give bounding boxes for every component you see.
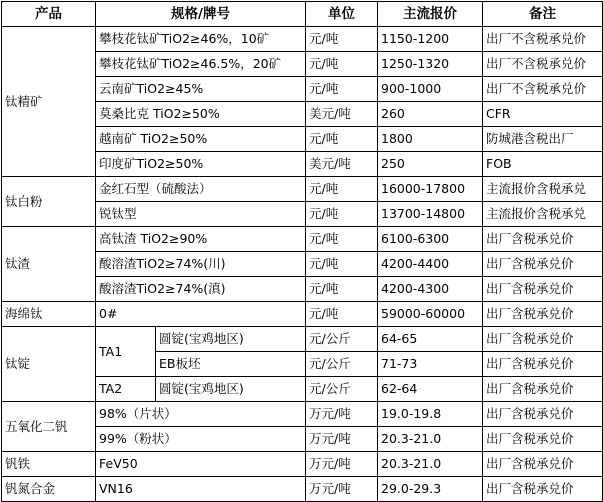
note-cell: CFR (483, 102, 603, 127)
unit-cell: 元/吨 (306, 302, 378, 327)
unit-cell: 元/公斤 (306, 352, 378, 377)
price-cell: 19.0-19.8 (378, 402, 483, 427)
spec-cell: 酸溶渣TiO2≥74%(滇) (96, 277, 306, 302)
table-row (2, 302, 603, 327)
product-group-cell: 钛锭 (2, 327, 96, 402)
spec-cell: EB板坯 (156, 352, 306, 377)
grade-cell: TA1 (96, 327, 156, 377)
note-cell: FOB (483, 152, 603, 177)
note-cell: 出厂含税承兑价 (483, 302, 603, 327)
spec-cell: 高钛渣 TiO2≥90% (96, 227, 306, 252)
price-table (1, 1, 603, 502)
spec-cell: 99%（粉状） (96, 427, 306, 452)
unit-cell: 元/吨 (306, 252, 378, 277)
note-cell: 防城港含税出厂 (483, 127, 603, 152)
unit-cell: 元/吨 (306, 277, 378, 302)
spec-cell: 攀枝花钛矿TiO2≥46%，10矿 (96, 27, 306, 52)
column-header-product: 产品 (2, 2, 96, 27)
grade-cell: TA2 (96, 377, 156, 402)
note-cell: 出厂含税承兑价 (483, 427, 603, 452)
table-row (2, 227, 603, 252)
price-cell: 20.3-21.0 (378, 427, 483, 452)
note-cell: 出厂含税承兑价 (483, 352, 603, 377)
table-row (2, 477, 603, 502)
table-row (2, 177, 603, 202)
unit-cell: 元/公斤 (306, 377, 378, 402)
note-cell: 出厂不含税承兑价 (483, 52, 603, 77)
unit-cell: 元/吨 (306, 227, 378, 252)
note-cell: 出厂含税承兑价 (483, 277, 603, 302)
price-cell: 71-73 (378, 352, 483, 377)
unit-cell: 万元/吨 (306, 427, 378, 452)
product-group-cell: 钒氮合金 (2, 477, 96, 502)
note-cell: 出厂不含税承兑价 (483, 77, 603, 102)
table-row (2, 327, 603, 352)
price-cell: 64-65 (378, 327, 483, 352)
note-cell: 出厂含税承兑价 (483, 227, 603, 252)
product-group-cell: 钒铁 (2, 452, 96, 477)
note-cell: 出厂含税承兑价 (483, 452, 603, 477)
unit-cell: 元/吨 (306, 52, 378, 77)
unit-cell: 元/吨 (306, 27, 378, 52)
note-cell: 主流报价含税承兑 (483, 202, 603, 227)
price-cell: 1250-1320 (378, 52, 483, 77)
spec-cell: 0# (96, 302, 306, 327)
unit-cell: 万元/吨 (306, 452, 378, 477)
price-cell: 4200-4300 (378, 277, 483, 302)
note-cell: 出厂含税承兑价 (483, 477, 603, 502)
spec-cell: 越南矿 TiO2≥50% (96, 127, 306, 152)
spec-cell: 云南矿TiO2≥45% (96, 77, 306, 102)
table-body (2, 27, 603, 502)
price-cell: 6100-6300 (378, 227, 483, 252)
spec-cell: 金红石型（硫酸法） (96, 177, 306, 202)
price-cell: 59000-60000 (378, 302, 483, 327)
unit-cell: 美元/吨 (306, 102, 378, 127)
product-group-cell: 钛渣 (2, 227, 96, 302)
price-cell: 16000-17800 (378, 177, 483, 202)
price-cell: 900-1000 (378, 77, 483, 102)
table-row (2, 452, 603, 477)
table-row (2, 402, 603, 427)
note-cell: 出厂含税承兑价 (483, 252, 603, 277)
unit-cell: 万元/吨 (306, 402, 378, 427)
unit-cell: 美元/吨 (306, 152, 378, 177)
unit-cell: 元/吨 (306, 77, 378, 102)
note-cell: 出厂含税承兑价 (483, 327, 603, 352)
price-cell: 260 (378, 102, 483, 127)
spec-cell: 98%（片状） (96, 402, 306, 427)
column-header-note: 备注 (483, 2, 603, 27)
spec-cell: 圆锭(宝鸡地区) (156, 327, 306, 352)
price-cell: 1800 (378, 127, 483, 152)
price-cell: 4200-4400 (378, 252, 483, 277)
column-header-spec: 规格/牌号 (96, 2, 306, 27)
table-header (2, 2, 603, 27)
unit-cell: 元/公斤 (306, 327, 378, 352)
spec-cell: FeV50 (96, 452, 306, 477)
price-cell: 20.3-21.0 (378, 452, 483, 477)
spec-cell: 攀枝花钛矿TiO2≥46.5%，20矿 (96, 52, 306, 77)
product-group-cell: 钛精矿 (2, 27, 96, 177)
product-group-cell: 钛白粉 (2, 177, 96, 227)
unit-cell: 元/吨 (306, 177, 378, 202)
product-group-cell: 五氧化二钒 (2, 402, 96, 452)
note-cell: 出厂含税承兑价 (483, 402, 603, 427)
product-group-cell: 海绵钛 (2, 302, 96, 327)
spec-cell: 莫桑比克 TiO2≥50% (96, 102, 306, 127)
column-header-unit: 单位 (306, 2, 378, 27)
spec-cell: 酸溶渣TiO2≥74%(川) (96, 252, 306, 277)
price-cell: 29.0-29.3 (378, 477, 483, 502)
price-cell: 250 (378, 152, 483, 177)
unit-cell: 万元/吨 (306, 477, 378, 502)
note-cell: 出厂不含税承兑价 (483, 27, 603, 52)
unit-cell: 元/吨 (306, 127, 378, 152)
spec-cell: 印度矿TiO2≥50% (96, 152, 306, 177)
unit-cell: 元/吨 (306, 202, 378, 227)
note-cell: 主流报价含税承兑 (483, 177, 603, 202)
table-row (2, 27, 603, 52)
price-cell: 13700-14800 (378, 202, 483, 227)
column-header-price: 主流报价 (378, 2, 483, 27)
price-sheet (0, 1, 603, 497)
price-cell: 1150-1200 (378, 27, 483, 52)
note-cell: 出厂含税承兑价 (483, 377, 603, 402)
spec-cell: VN16 (96, 477, 306, 502)
spec-cell: 圆锭(宝鸡地区) (156, 377, 306, 402)
price-cell: 62-64 (378, 377, 483, 402)
spec-cell: 锐钛型 (96, 202, 306, 227)
